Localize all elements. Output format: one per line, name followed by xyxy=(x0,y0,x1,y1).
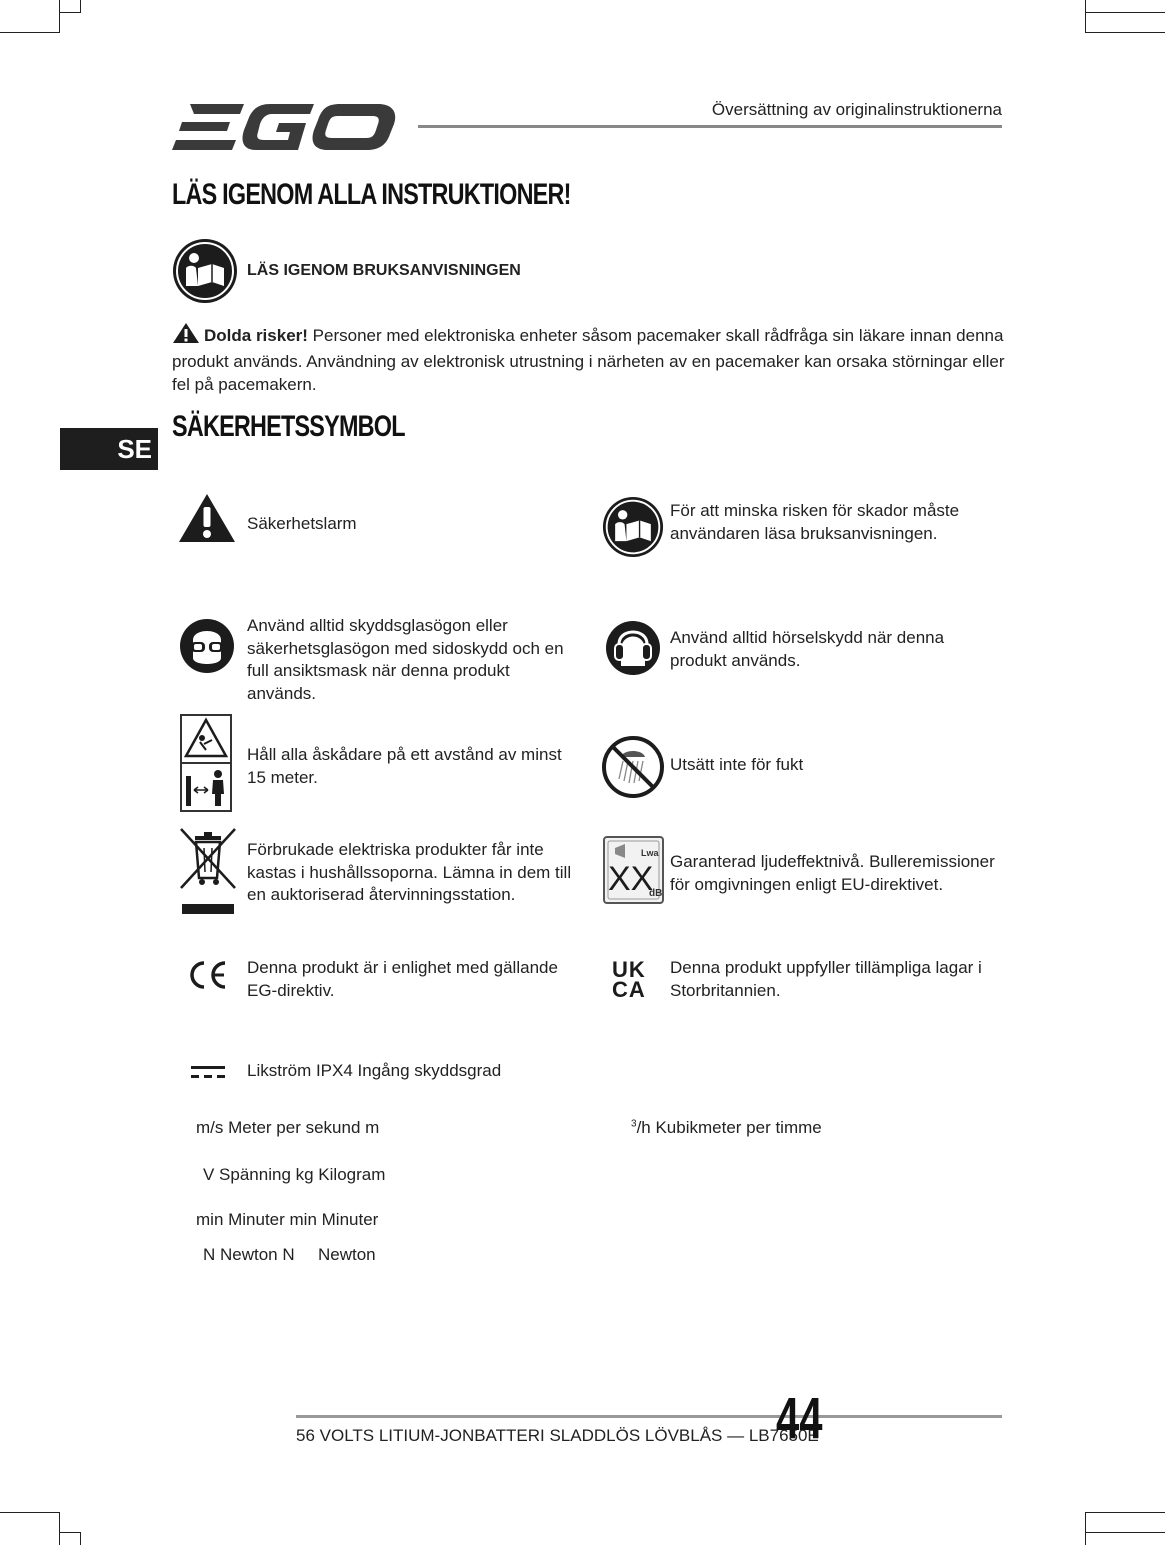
header-rule xyxy=(418,125,1002,128)
hidden-risks-text: Personer med elektroniska enheter såsom pacemaker skall rådfråga sin läkare innan denna produkt används. Användning av elektronisk utrustning i närheten av en pacemaker kan orsaka störningar eller fel på pacemakern. xyxy=(172,326,1005,394)
symbol-text-safety-alert: Säkerhetslarm xyxy=(247,514,357,533)
ukca-top: UK xyxy=(612,957,646,982)
read-manual-icon-2 xyxy=(602,496,664,558)
symbol-text-sound-level: Garanterad ljudeffektnivå. Bulleremissioner för omgivningen enligt EU-direktivet. xyxy=(670,852,995,894)
sound-power-level-icon xyxy=(603,836,664,904)
sound-level-value: XX xyxy=(608,860,654,898)
symbol-text-ukca: Denna produkt uppfyller tillämpliga lagar i Storbritannien. xyxy=(670,958,982,1000)
safety-goggles-icon xyxy=(179,618,235,674)
unit-minutes: min Minuter min Minuter xyxy=(196,1210,379,1229)
unit-superscript: 3 xyxy=(631,1118,637,1130)
symbol-text-read-manual: För att minska risken för skador måste användaren läsa bruksanvisningen. xyxy=(670,501,960,543)
language-tab: SE xyxy=(60,428,158,470)
unit-newton-2: Newton xyxy=(318,1245,376,1264)
ce-mark-icon xyxy=(187,960,229,990)
ukca-mark-icon xyxy=(612,957,654,1002)
page-number: 44 xyxy=(776,1386,823,1451)
read-manual-icon xyxy=(172,238,238,304)
unit-meters-per-second: m/s Meter per sekund m xyxy=(196,1118,380,1137)
hearing-protection-icon xyxy=(605,620,661,676)
warning-small-icon xyxy=(172,322,200,350)
ego-logo xyxy=(172,98,400,156)
section-title-safety-symbols: SÄKERHETSSYMBOL xyxy=(172,410,405,443)
svg-text:Lwa: Lwa xyxy=(641,848,659,858)
unit-volt-kilogram: V Spänning kg Kilogram xyxy=(203,1165,386,1184)
symbol-text-ce: Denna produkt är i enlighet med gällande EG-direktiv. xyxy=(247,958,558,1000)
symbol-text-no-moisture: Utsätt inte för fukt xyxy=(670,755,804,774)
footer-rule xyxy=(296,1415,1002,1418)
footer-product-title: 56 VOLTS LITIUM-JONBATTERI SLADDLÖS LÖVBLÅS — LB7650E xyxy=(296,1426,819,1445)
unit-newton-1: N Newton N xyxy=(203,1245,295,1264)
ukca-bottom: CA xyxy=(612,977,646,1002)
symbol-text-goggles: Använd alltid skyddsglasögon eller säkerhetsglasögon med sidoskydd och en full ansiktsmask när denna produkt används. xyxy=(247,616,564,703)
weee-bin-icon xyxy=(178,826,238,918)
symbol-text-dc: Likström IPX4 Ingång skyddsgrad xyxy=(247,1061,502,1080)
unit-cubic-meters-per-hour xyxy=(631,1118,822,1138)
symbol-text-weee: Förbrukade elektriska produkter får inte kastas i hushållssoporna. Lämna in dem till en auktoriserad återvinningsstation. xyxy=(247,840,572,904)
bystander-distance-icon xyxy=(180,714,232,812)
no-rain-icon xyxy=(601,735,665,799)
hidden-risks-label: Dolda risker! xyxy=(204,326,308,345)
symbol-text-hearing: Använd alltid hörselskydd när denna produkt används. xyxy=(670,628,945,670)
hidden-risks-paragraph xyxy=(172,322,1012,396)
header-subtitle: Översättning av originalinstruktionerna xyxy=(711,100,1002,119)
direct-current-icon xyxy=(191,1064,225,1080)
svg-text:dB: dB xyxy=(649,888,663,899)
warning-triangle-icon xyxy=(178,492,236,544)
symbol-text-bystanders: Håll alla åskådare på ett avstånd av minst 15 meter. xyxy=(247,745,562,787)
unit-cubic-meters-text: /h Kubikmeter per timme xyxy=(636,1118,822,1137)
read-manual-label: LÄS IGENOM BRUKSANVISNINGEN xyxy=(247,262,521,279)
section-title-read-instructions: LÄS IGENOM ALLA INSTRUKTIONER! xyxy=(172,178,571,211)
